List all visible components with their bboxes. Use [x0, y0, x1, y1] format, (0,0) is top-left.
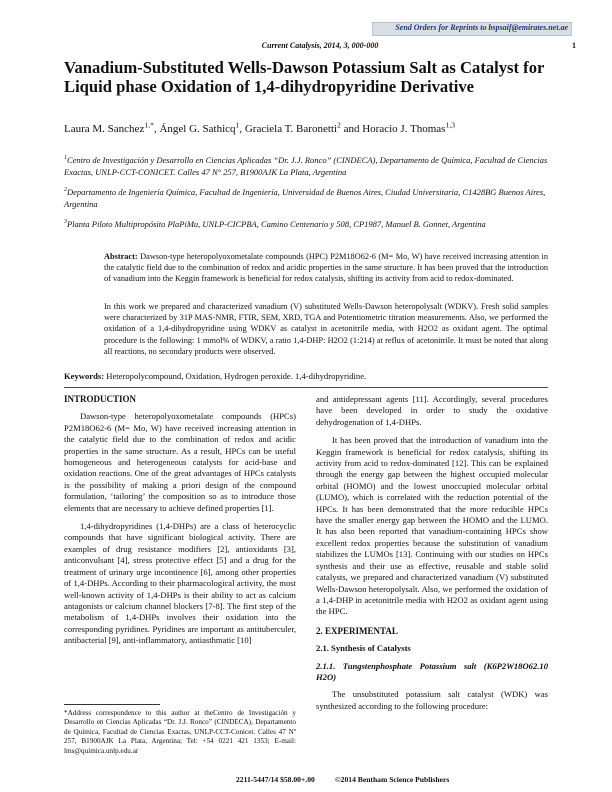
abstract-paragraph	[104, 301, 548, 357]
author-affil-mark: 1,*	[144, 120, 154, 130]
abstract-label: Abstract:	[104, 252, 138, 261]
author-list: Laura M. Sanchez$^{1,*}$, Ángel G. Sathicq$^1$, Graciela T. Baronetti$^2$ and Horacio J. Thomas$^{1,3}$	[64, 120, 456, 135]
author-affil-mark: 1	[235, 120, 240, 130]
subsection-heading: 2.1. Synthesis of Catalysts	[316, 643, 411, 654]
correspondence-footnote: *Address correspondence to this author at theCentro de Investigación y Desarrollo en Ciencias Aplicadas “Dr. J.J. Ronco” (CINDECA), Departamento de Química, Facultad de Ciencias Exactas, UNLP-CCT-Conicet. Calles 47 Nº 257, B1900AJK La Plata, Argentina; Tel: +54 0221 421 1353; E-mail: lms@quimica.unlp.edu.ar	[64, 709, 296, 755]
affiliation	[64, 186, 548, 210]
keywords-text: Heteropolycompound, Oxidation, Hydrogen peroxide. 1,4-dihydropyridine.	[106, 371, 367, 381]
affiliation-text: Planta Piloto Multipropósito PlaPiMu, UNLP-CICPBA, Camino Centenario y 508, CP1987, Manuel B. Gonnet, Argentina	[66, 219, 486, 229]
affiliation-text: Departamento de Ingeniería Química, Facultad de Ingeniería, Universidad de Buenos Aires, Ciudad Universitaria, C1428BG Buenos Aires, Argentina	[64, 187, 546, 209]
footnote-divider	[64, 704, 160, 705]
body-paragraph: It has been proved that the introduction of vanadium into the Keggin framework is beneficial for redox catalysis, shifting its activity from acid to redox-dominated [12]. This can be explained through the energy gap between the highest occupied molecular orbital (HOMO) and the lowest unoccupied molecular orbital (LUMO), which is correlated with the reduction potential of the HPCs. It has been demonstrated that the more reducible HPCs have the smaller energy gap between the HOMO and the LUMO. It has also been reported that vanadium-containing HPCs show excellent redox properties because the substitution of vanadium stabilizes the LUMOs [13]. Continuing with our studies on HPCs synthesis and their use as effective, reusable and stable solid catalysts, we prepared and characterized vanadium (V) substituted Wells-Dawson heteropolysalt. Also, we performed the oxidation of a 1,4-DHP in acetonitrile media with H2O2 as oxidant agent using the HPC.	[316, 435, 548, 617]
author-name: Laura M. Sanchez	[64, 123, 145, 135]
author-name: Horacio J. Thomas	[362, 123, 446, 135]
page-number: 1	[572, 41, 576, 50]
paper-title: Vanadium-Substituted Wells-Dawson Potassium Salt as Catalyst for Liquid phase Oxidation of 1,4-dihydropyridine Derivative	[64, 58, 545, 96]
journal-citation: Current Catalysis, 2014, 3, 000-000	[261, 41, 379, 50]
author-name: Ángel G. Sathicq	[159, 123, 236, 135]
abstract-text: In this work we prepared and characterized vanadium (V) substituted Wells-Dawson heteropolysalt (WDKV). Fresh solid samples were characterized by 31P MAS-NMR, FTIR, SEM, XRD, TGA and Potentiometric titration measurements. Also, we performed the oxidation of a 1,4-dihydropyridine using WDKV as catalyst in acetonitrile media, with H2O2 as oxidant agent. The optimal procedure is the following: 1 mmol% of WDKV, a ratio 1,4-DHP: H2O2 (1:214) at reflux of acetonitrile. It must be noted that along all reactions, no secondary products were observed.	[104, 302, 548, 356]
keywords-label: Keywords:	[64, 371, 105, 381]
right-column	[316, 394, 548, 719]
left-column	[64, 394, 296, 654]
reprint-notice: Send Orders for Reprints to bspsaif@emirates.net.ae	[395, 23, 568, 32]
section-heading: INTRODUCTION	[64, 394, 137, 404]
keywords	[64, 371, 548, 381]
affiliation	[64, 154, 548, 178]
section-heading: 2. EXPERIMENTAL	[316, 625, 398, 636]
subsubsection-heading: 2.1.1. Tungstenphosphate Potassium salt (K6P2W18O62.10 H2O)	[316, 660, 548, 682]
author-affil-mark: 1,3	[445, 120, 456, 130]
affiliation-number: 1	[64, 155, 67, 162]
body-paragraph: The unsubstituted potassium salt catalyst (WDK) was synthesized according to the following procedure:	[316, 689, 548, 711]
abstract-paragraph	[104, 251, 548, 285]
affiliation-text: Centro de Investigación y Desarrollo en Ciencias Aplicadas “Dr. J.J. Ronco” (CINDECA), Departamento de Química, Facultad de Ciencias Exactas, UNLP-CCT-CONICET. Calles 47 N° 257, B1900AJK La Plata, Argentina	[64, 155, 548, 177]
body-paragraph: and antidepressant agents [11]. Accordingly, several procedures have been developed in order to study the oxidative dehydrogenation of 1,4-DHPs.	[316, 394, 548, 427]
abstract-text: Dawson-type heteropolyoxometalate compounds (HPC) P2M18O62-6 (M= Mo, W) have received increasing attention in the catalytic field due to the combination of redox and acidic properties in the same structure. It has been proved that the introduction of vanadium into the Keggin framework is beneficial for redox catalysis, shifting its activity from acid to redox-dominated.	[104, 252, 549, 284]
body-paragraph: Dawson-type heteropolyoxometalate compounds (HPCs) P2M18O62-6 (M= Mo, W) have received increasing attention in the catalytic field due to the combination of redox and acidic properties in the same structure. As a result, HPCs can be useful homogeneous and heterogeneous catalysts for acid-base and oxidation reactions. One of the great advantages of HPCs catalysts is the possibility of making a priori design of the compound formulation, ‘tailoring’ the composition so as to introduce those elements that are necessary to achieve defined properties [1].	[64, 411, 296, 513]
affiliation-number: 2	[64, 187, 67, 194]
author-affil-mark: 2	[337, 120, 341, 130]
section-divider	[64, 387, 548, 388]
affiliation-number: 3	[64, 219, 67, 226]
body-paragraph: 1,4-dihydropyridines (1,4-DHPs) are a class of heterocyclic compounds that have significant biological activity. There are examples of drug resistance modifiers [2], antioxidants [3], anticonvulsant [4], stress protective effect [5] and a drug for the treatment of urinary urge incontinence [6], among other properties of 1,4-DHPs. According to their pharmacological activity, the most well-known activity of 1,4-DHPs is their ability to act as calcium antagonists or calcium channel blockers [7-8]. The first step of the metabolism of 1,4-DHPs involves their oxidation into the corresponding pyridines. Pyridines are important as antituberculer, antibacterial [9], anti-inflammatory, antiasthmatic [10]	[64, 521, 296, 646]
copyright: ©2014 Bentham Science Publishers	[335, 775, 450, 784]
affiliation	[64, 218, 548, 230]
author-name: Graciela T. Baronetti	[244, 123, 337, 135]
issn-price: 2211-5447/14 $58.00+.00	[236, 775, 315, 784]
